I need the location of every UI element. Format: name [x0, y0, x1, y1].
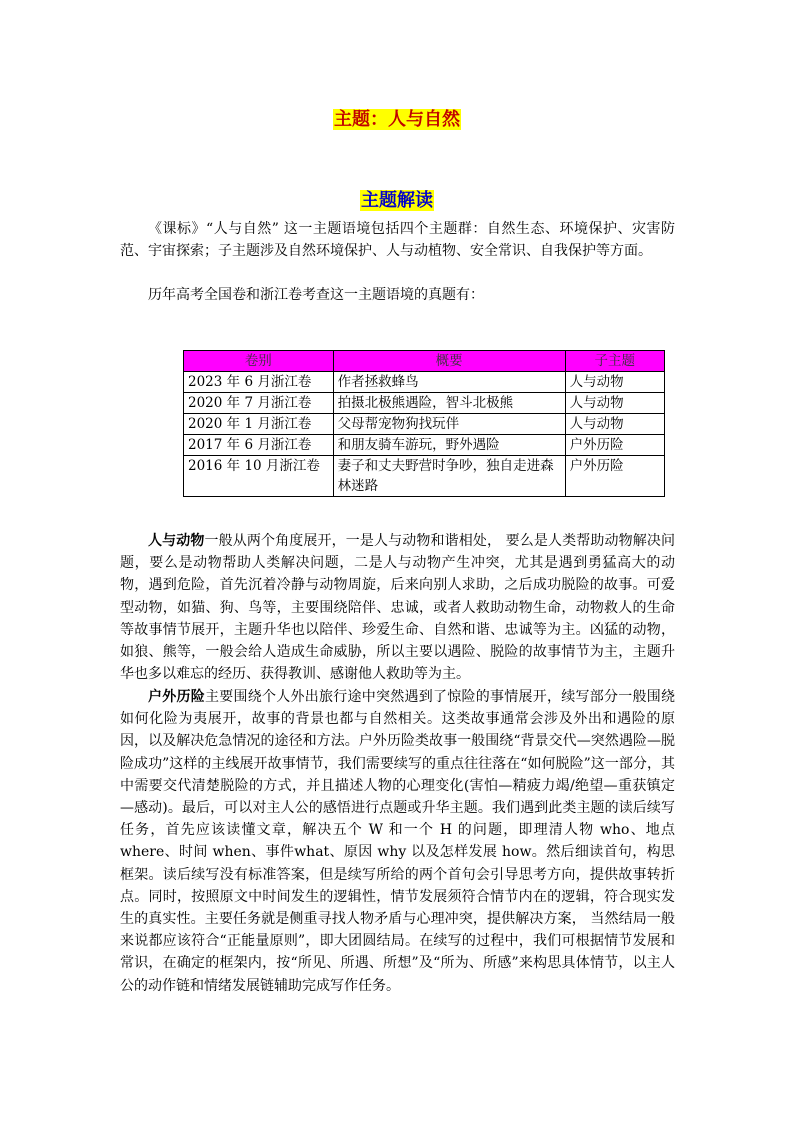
- header-cell-subtheme: 子主题: [565, 351, 664, 372]
- table-cell: 2020 年 7 月浙江卷: [184, 393, 334, 414]
- section-outdoor-paragraph: [120, 686, 675, 997]
- table-cell: 2016 年 10 月浙江卷: [184, 456, 334, 497]
- table-cell: 拍摄北极熊遇险，智斗北极熊: [333, 393, 565, 414]
- table-cell: 2017 年 6 月浙江卷: [184, 435, 334, 456]
- table-row: [184, 435, 665, 456]
- table-row: [184, 393, 665, 414]
- table-cell: 2023 年 6 月浙江卷: [184, 372, 334, 393]
- header-cell-summary: 概要: [333, 351, 565, 372]
- table-cell: 父母帮宠物狗找玩伴: [333, 414, 565, 435]
- section-outdoor-lead: 户外历险: [148, 689, 205, 705]
- table-cell: 户外历险: [565, 456, 664, 497]
- intro-paragraph: 《课标》“人与自然” 这一主题语境包括四个主题群：自然生态、环境保护、灾害防范、宇宙探索；子主题涉及自然环境保护、人与动植物、安全常识、自我保护等方面。: [120, 221, 675, 260]
- table-cell: 妻子和丈夫野营时争吵，独自走进森林迷路: [333, 456, 565, 497]
- table-row: [184, 372, 665, 393]
- table-cell: 作者拯救蜂鸟: [333, 372, 565, 393]
- section-animals-text: 一般从两个角度展开，一是人与动物和谐相处， 要么是人类帮助动物解决问题，要么是动物帮助人类解决问题，二是人与动物产生冲突，尤其是遇到勇猛高大的动物，遇到危险，首先沉着冷静与动物周旋，后来向别人求助，之后成功脱险的故事。可爱型动物，如猫、狗、鸟等，主要围绕陪伴、忠诚，或者人救助动物生命，动物救人的生命等故事情节展开，主题升华也以陪伴、珍爱生命、自然和谐、忠诚等为主。凶猛的动物，如狼、熊等，一般会给人造成生命威胁，所以主要以遇险、脱险的故事情节为主，主题升华也多以难忘的经历、获得教训、感谢他人救助等为主。: [120, 533, 676, 683]
- section-animals-paragraph: [120, 530, 675, 685]
- table-cell: 人与动物: [565, 393, 664, 414]
- main-title: [0, 105, 794, 131]
- table-cell: 户外历险: [565, 435, 664, 456]
- intro-paragraph-2: 历年高考全国卷和浙江卷考查这一主题语境的真题有：: [148, 287, 484, 303]
- section-animals-lead: 人与动物: [148, 533, 205, 549]
- sub-title-text: 主题解读: [361, 190, 433, 211]
- table-cell: 人与动物: [565, 372, 664, 393]
- table-header-row: [184, 351, 665, 372]
- section-outdoor-text: 主要围绕个人外出旅行途中突然遇到了惊险的事情展开，续写部分一般围绕如何化险为夷展开，故事的背景也都与自然相关。这类故事通常会涉及外出和遇险的原因，以及解决危急情况的途径和方法。户外历险类故事一般围绕“背景交代—突然遇险—脱险成功”这样的主线展开故事情节，我们需要续写的重点往往落在“如何脱险”这一部分，其中需要交代清楚脱险的方式，并且描述人物的心理变化(害怕—精疲力竭/绝望—重获镇定—感动)。最后，可以对主人公的感悟进行点题或升华主题。我们遇到此类主题的读后续写任务，首先应该读懂文章，解决五个 W 和一个 H 的问题，即理清人物 who、地点 where、时间 when、事件what、原因 why 以及怎样发展 how。然后细读首句，构思框架。读后续写没有标准答案，但是续写所给的两个首句会引导思考方向，提供故事转折点。同时，按照原文中时间发生的逻辑性，情节发展须符合情节内在的逻辑，符合现实发生的真实性。主要任务就是侧重寻找人物矛盾与心理冲突，提供解决方案， 当然结局一般来说都应该符合“正能量原则”，即大团圆结局。在续写的过程中，我们可根据情节发展和常识，在确定的框架内，按“所见、所遇、所想”及“所为、所感”来构思具体情节，以主人公的动作链和情绪发展链辅助完成写作任务。: [120, 689, 675, 994]
- table-row: [184, 456, 665, 497]
- main-title-text: 主题：人与自然: [334, 109, 460, 130]
- table-cell: 人与动物: [565, 414, 664, 435]
- table-row: [184, 414, 665, 435]
- table-cell: 和朋友骑车游玩，野外遇险: [333, 435, 565, 456]
- sub-title: [0, 186, 794, 212]
- header-cell-paper: 卷别: [184, 351, 334, 372]
- table-cell: 2020 年 1 月浙江卷: [184, 414, 334, 435]
- exam-summary-table: [183, 350, 665, 497]
